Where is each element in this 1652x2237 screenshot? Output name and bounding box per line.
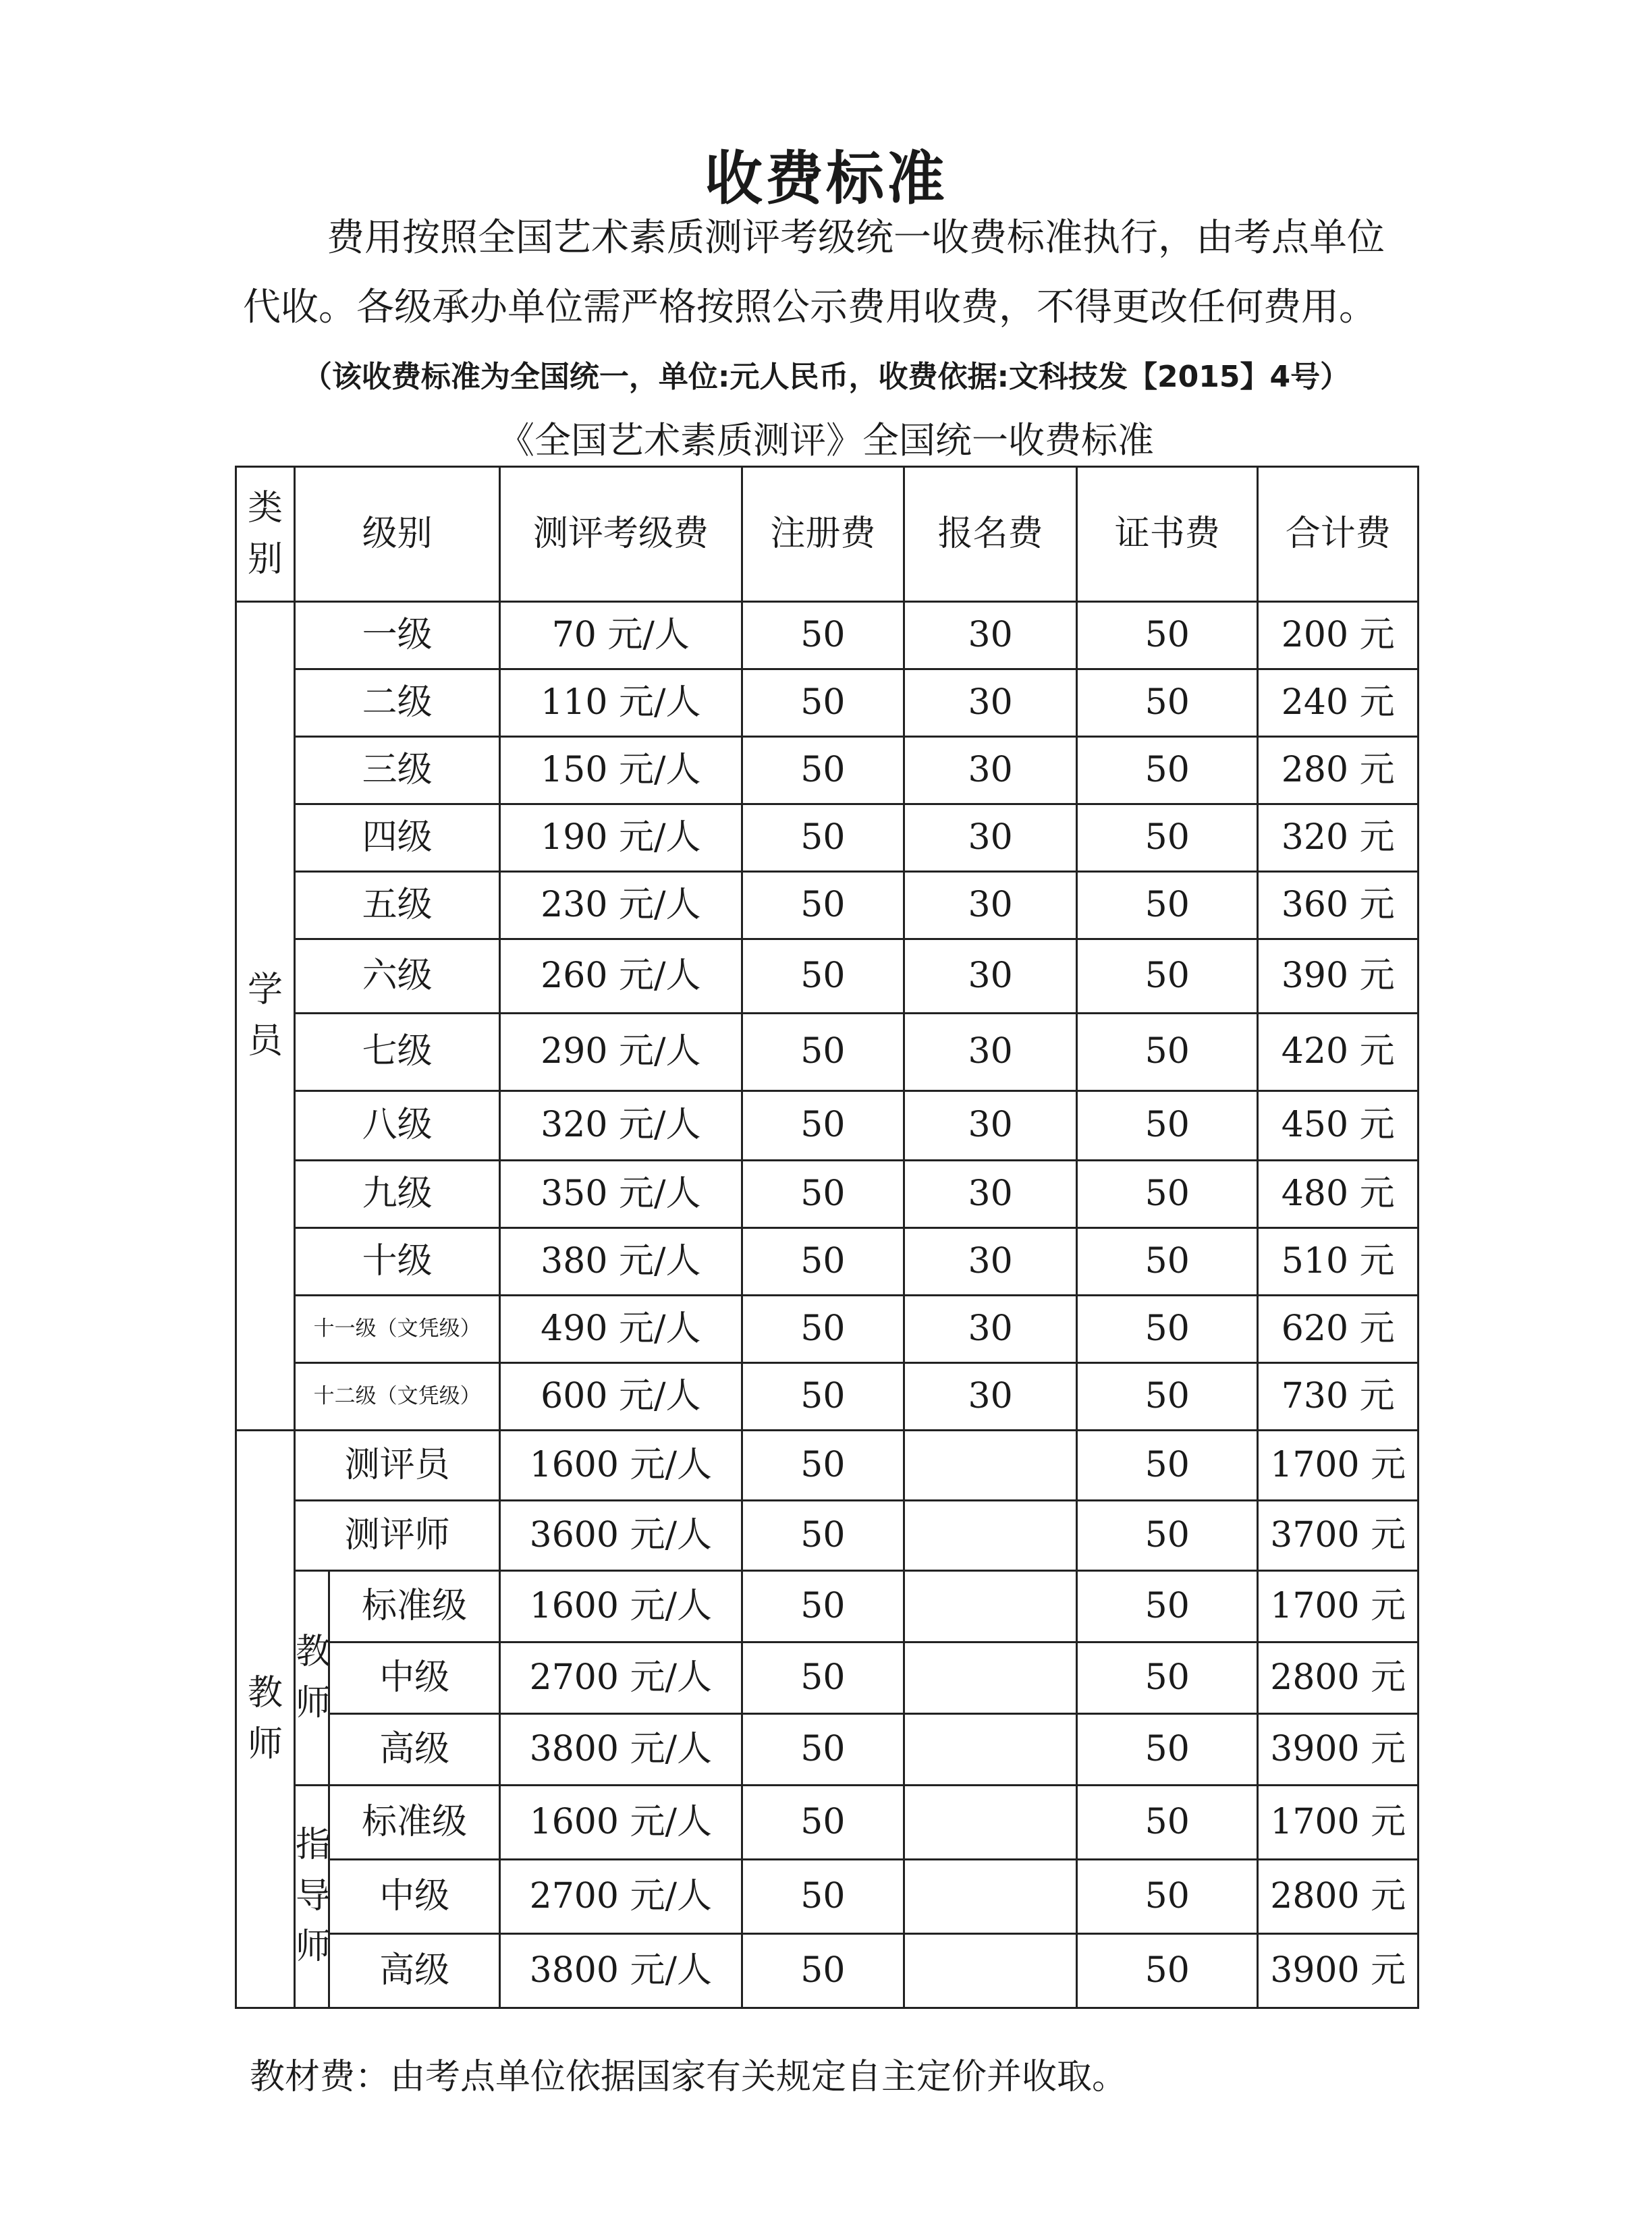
table-row — [236, 737, 1419, 804]
registration-fee-cell: 50 — [742, 1296, 904, 1363]
table-row — [236, 1431, 1419, 1501]
total-fee-cell: 510 元 — [1258, 1228, 1419, 1296]
subgroup-supervisor: 指 导 师 — [295, 1786, 329, 2008]
table-row — [236, 939, 1419, 1014]
signup-fee-cell: 30 — [904, 1363, 1077, 1431]
signup-fee-cell: 30 — [904, 804, 1077, 872]
signup-fee-cell — [904, 1786, 1077, 1860]
level-cell: 六级 — [295, 939, 500, 1014]
exam-fee-cell: 2700 元/人 — [500, 1642, 742, 1714]
total-fee-cell: 3900 元 — [1258, 1714, 1419, 1786]
header-certificate-fee: 证书费 — [1077, 467, 1258, 602]
total-fee-cell: 450 元 — [1258, 1091, 1419, 1161]
level-cell: 八级 — [295, 1091, 500, 1161]
exam-fee-cell: 2700 元/人 — [500, 1860, 742, 1934]
level-cell: 中级 — [329, 1860, 500, 1934]
registration-fee-cell: 50 — [742, 669, 904, 737]
total-fee-cell: 2800 元 — [1258, 1860, 1419, 1934]
level-cell: 七级 — [295, 1014, 500, 1091]
certificate-fee-cell: 50 — [1077, 1014, 1258, 1091]
total-fee-cell: 1700 元 — [1258, 1571, 1419, 1642]
registration-fee-cell: 50 — [742, 1091, 904, 1161]
header-registration-fee: 注册费 — [742, 467, 904, 602]
registration-fee-cell: 50 — [742, 1228, 904, 1296]
certificate-fee-cell: 50 — [1077, 1860, 1258, 1934]
exam-fee-cell: 1600 元/人 — [500, 1571, 742, 1642]
level-cell: 测评师 — [295, 1501, 500, 1571]
level-cell: 九级 — [295, 1161, 500, 1228]
level-cell: 中级 — [329, 1642, 500, 1714]
level-cell: 五级 — [295, 872, 500, 939]
level-cell: 四级 — [295, 804, 500, 872]
table-row — [236, 1501, 1419, 1571]
signup-fee-cell — [904, 1714, 1077, 1786]
table-row — [236, 1091, 1419, 1161]
table-row — [236, 1934, 1419, 2008]
level-cell: 测评员 — [295, 1431, 500, 1501]
total-fee-cell: 280 元 — [1258, 737, 1419, 804]
group-teacher: 教 师 — [236, 1431, 295, 2008]
registration-fee-cell: 50 — [742, 1161, 904, 1228]
table-row — [236, 1860, 1419, 1934]
registration-fee-cell: 50 — [742, 804, 904, 872]
registration-fee-cell: 50 — [742, 1642, 904, 1714]
table-row — [236, 1642, 1419, 1714]
exam-fee-cell: 150 元/人 — [500, 737, 742, 804]
subgroup-teacher: 教 师 — [295, 1571, 329, 1786]
exam-fee-cell: 3600 元/人 — [500, 1501, 742, 1571]
total-fee-cell: 3900 元 — [1258, 1934, 1419, 2008]
level-cell: 高级 — [329, 1934, 500, 2008]
certificate-fee-cell: 50 — [1077, 1571, 1258, 1642]
exam-fee-cell: 290 元/人 — [500, 1014, 742, 1091]
signup-fee-cell: 30 — [904, 602, 1077, 669]
registration-fee-cell: 50 — [742, 1714, 904, 1786]
certificate-fee-cell: 50 — [1077, 872, 1258, 939]
signup-fee-cell: 30 — [904, 1014, 1077, 1091]
total-fee-cell: 360 元 — [1258, 872, 1419, 939]
certificate-fee-cell: 50 — [1077, 1363, 1258, 1431]
header-total: 合计费 — [1258, 467, 1419, 602]
certificate-fee-cell: 50 — [1077, 1228, 1258, 1296]
intro-paragraph-line-2: 代收。各级承办单位需严格按照公示费用收费，不得更改任何费用。 — [243, 285, 1377, 329]
exam-fee-cell: 70 元/人 — [500, 602, 742, 669]
header-level: 级别 — [295, 467, 500, 602]
exam-fee-cell: 380 元/人 — [500, 1228, 742, 1296]
certificate-fee-cell: 50 — [1077, 1091, 1258, 1161]
table-row — [236, 1363, 1419, 1431]
signup-fee-cell: 30 — [904, 1228, 1077, 1296]
exam-fee-cell: 190 元/人 — [500, 804, 742, 872]
signup-fee-cell — [904, 1934, 1077, 2008]
exam-fee-cell: 230 元/人 — [500, 872, 742, 939]
level-cell: 十二级（文凭级） — [295, 1363, 500, 1431]
exam-fee-cell: 320 元/人 — [500, 1091, 742, 1161]
exam-fee-cell: 3800 元/人 — [500, 1714, 742, 1786]
total-fee-cell: 390 元 — [1258, 939, 1419, 1014]
table-row — [236, 872, 1419, 939]
certificate-fee-cell: 50 — [1077, 939, 1258, 1014]
signup-fee-cell — [904, 1642, 1077, 1714]
level-cell: 标准级 — [329, 1571, 500, 1642]
level-cell: 二级 — [295, 669, 500, 737]
certificate-fee-cell: 50 — [1077, 737, 1258, 804]
total-fee-cell: 3700 元 — [1258, 1501, 1419, 1571]
signup-fee-cell: 30 — [904, 737, 1077, 804]
registration-fee-cell: 50 — [742, 939, 904, 1014]
certificate-fee-cell: 50 — [1077, 804, 1258, 872]
total-fee-cell: 730 元 — [1258, 1363, 1419, 1431]
fee-table — [235, 466, 1419, 2009]
level-cell: 一级 — [295, 602, 500, 669]
table-row — [236, 602, 1419, 669]
header-row — [236, 467, 1419, 602]
level-cell: 十一级（文凭级） — [295, 1296, 500, 1363]
table-row — [236, 1714, 1419, 1786]
registration-fee-cell: 50 — [742, 1014, 904, 1091]
level-cell: 高级 — [329, 1714, 500, 1786]
certificate-fee-cell: 50 — [1077, 1714, 1258, 1786]
certificate-fee-cell: 50 — [1077, 669, 1258, 737]
total-fee-cell: 1700 元 — [1258, 1431, 1419, 1501]
signup-fee-cell: 30 — [904, 872, 1077, 939]
table-row — [236, 1786, 1419, 1860]
fee-table-body — [236, 602, 1419, 2008]
table-row — [236, 669, 1419, 737]
registration-fee-cell: 50 — [742, 1431, 904, 1501]
exam-fee-cell: 1600 元/人 — [500, 1431, 742, 1501]
exam-fee-cell: 490 元/人 — [500, 1296, 742, 1363]
total-fee-cell: 1700 元 — [1258, 1786, 1419, 1860]
table-row — [236, 804, 1419, 872]
signup-fee-cell: 30 — [904, 669, 1077, 737]
registration-fee-cell: 50 — [742, 1571, 904, 1642]
certificate-fee-cell: 50 — [1077, 1934, 1258, 2008]
registration-fee-cell: 50 — [742, 1363, 904, 1431]
intro-paragraph-line-1: 费用按照全国艺术素质测评考级统一收费标准执行，由考点单位 — [327, 216, 1385, 260]
level-cell: 十级 — [295, 1228, 500, 1296]
total-fee-cell: 620 元 — [1258, 1296, 1419, 1363]
signup-fee-cell — [904, 1501, 1077, 1571]
registration-fee-cell: 50 — [742, 1501, 904, 1571]
signup-fee-cell — [904, 1571, 1077, 1642]
registration-fee-cell: 50 — [742, 602, 904, 669]
level-cell: 三级 — [295, 737, 500, 804]
total-fee-cell: 240 元 — [1258, 669, 1419, 737]
certificate-fee-cell: 50 — [1077, 1296, 1258, 1363]
total-fee-cell: 480 元 — [1258, 1161, 1419, 1228]
fee-basis-note: （该收费标准为全国统一，单位:元人民币，收费依据:文科技发【2015】4号） — [302, 360, 1350, 394]
header-signup-fee: 报名费 — [904, 467, 1077, 602]
exam-fee-cell: 600 元/人 — [500, 1363, 742, 1431]
total-fee-cell: 2800 元 — [1258, 1642, 1419, 1714]
certificate-fee-cell: 50 — [1077, 1642, 1258, 1714]
exam-fee-cell: 260 元/人 — [500, 939, 742, 1014]
signup-fee-cell: 30 — [904, 939, 1077, 1014]
total-fee-cell: 320 元 — [1258, 804, 1419, 872]
signup-fee-cell: 30 — [904, 1091, 1077, 1161]
certificate-fee-cell: 50 — [1077, 1501, 1258, 1571]
table-row — [236, 1296, 1419, 1363]
total-fee-cell: 200 元 — [1258, 602, 1419, 669]
table-row — [236, 1571, 1419, 1642]
certificate-fee-cell: 50 — [1077, 1786, 1258, 1860]
group-student: 学 员 — [236, 602, 295, 1431]
header-exam-fee: 测评考级费 — [500, 467, 742, 602]
exam-fee-cell: 1600 元/人 — [500, 1786, 742, 1860]
exam-fee-cell: 110 元/人 — [500, 669, 742, 737]
certificate-fee-cell: 50 — [1077, 1431, 1258, 1501]
table-row — [236, 1228, 1419, 1296]
table-row — [236, 1161, 1419, 1228]
footer-note: 教材费：由考点单位依据国家有关规定自主定价并收取。 — [250, 2057, 1128, 2097]
page-title: 收费标准 — [705, 145, 947, 213]
signup-fee-cell — [904, 1431, 1077, 1501]
registration-fee-cell: 50 — [742, 872, 904, 939]
table-row — [236, 1014, 1419, 1091]
table-caption: 《全国艺术素质测评》全国统一收费标准 — [498, 419, 1154, 462]
certificate-fee-cell: 50 — [1077, 602, 1258, 669]
exam-fee-cell: 350 元/人 — [500, 1161, 742, 1228]
exam-fee-cell: 3800 元/人 — [500, 1934, 742, 2008]
level-cell: 标准级 — [329, 1786, 500, 1860]
registration-fee-cell: 50 — [742, 1860, 904, 1934]
signup-fee-cell — [904, 1860, 1077, 1934]
registration-fee-cell: 50 — [742, 737, 904, 804]
total-fee-cell: 420 元 — [1258, 1014, 1419, 1091]
registration-fee-cell: 50 — [742, 1934, 904, 2008]
signup-fee-cell: 30 — [904, 1161, 1077, 1228]
header-category: 类 别 — [236, 467, 295, 602]
signup-fee-cell: 30 — [904, 1296, 1077, 1363]
certificate-fee-cell: 50 — [1077, 1161, 1258, 1228]
registration-fee-cell: 50 — [742, 1786, 904, 1860]
